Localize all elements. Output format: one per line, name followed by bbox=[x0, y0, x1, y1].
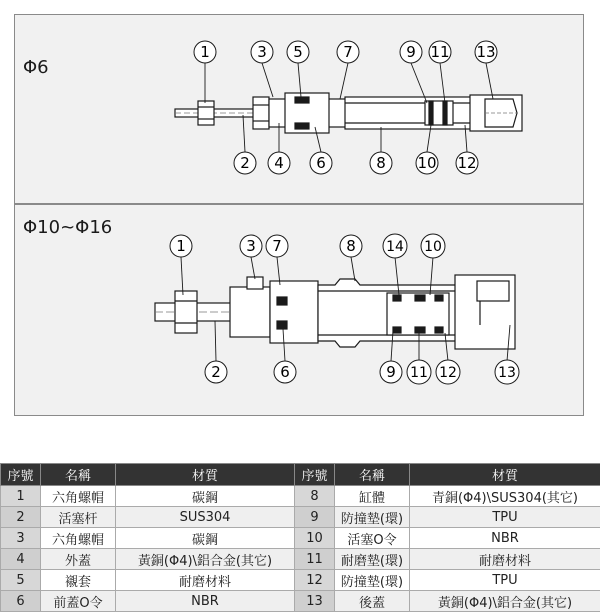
table-row bbox=[1, 570, 600, 591]
svg-text:3: 3 bbox=[246, 237, 256, 255]
svg-text:7: 7 bbox=[272, 237, 282, 255]
table-row bbox=[1, 528, 600, 549]
callout-bottom bbox=[274, 361, 296, 383]
diagram-title: Φ10~Φ16 bbox=[23, 217, 112, 238]
cell-name: 前蓋O令 bbox=[41, 591, 116, 612]
svg-text:9: 9 bbox=[386, 363, 396, 381]
mount-nut bbox=[253, 97, 269, 129]
rod-nut bbox=[175, 291, 197, 333]
callout-top bbox=[475, 41, 497, 63]
header-material: 材質 bbox=[410, 464, 600, 486]
cell-name: 防撞墊(環) bbox=[335, 507, 410, 528]
front-cover bbox=[230, 287, 270, 337]
header-material: 材質 bbox=[116, 464, 295, 486]
cell-name: 六角螺帽 bbox=[41, 528, 116, 549]
svg-text:6: 6 bbox=[316, 154, 326, 172]
callout-top bbox=[240, 235, 262, 257]
cell-material: 碳鋼 bbox=[116, 528, 295, 549]
callout-bottom bbox=[456, 152, 478, 174]
callout-bottom bbox=[310, 152, 332, 174]
callout-top bbox=[429, 41, 451, 63]
diagram-phi6 bbox=[14, 14, 584, 204]
header-name: 名稱 bbox=[41, 464, 116, 486]
rod-nut bbox=[198, 101, 214, 125]
cell-no: 11 bbox=[295, 549, 335, 570]
svg-text:9: 9 bbox=[406, 43, 416, 61]
callout-top bbox=[340, 235, 362, 257]
svg-text:10: 10 bbox=[424, 239, 442, 255]
cell-material: 耐磨材料 bbox=[116, 570, 295, 591]
callout-bottom bbox=[495, 360, 519, 384]
svg-text:1: 1 bbox=[200, 43, 210, 61]
cell-name: 耐磨墊(環) bbox=[335, 549, 410, 570]
cell-material: 黃銅(Φ4)\鋁合金(其它) bbox=[116, 549, 295, 570]
cylinder-drawing-phi6 bbox=[15, 15, 585, 205]
cell-no: 1 bbox=[1, 486, 41, 507]
callout-top bbox=[421, 234, 445, 258]
diagram-title: Φ6 bbox=[23, 57, 49, 78]
cell-material: TPU bbox=[410, 507, 600, 528]
svg-text:13: 13 bbox=[476, 43, 495, 61]
cell-name: 後蓋 bbox=[335, 591, 410, 612]
header-no: 序號 bbox=[1, 464, 41, 486]
cell-no: 9 bbox=[295, 507, 335, 528]
cell-no: 6 bbox=[1, 591, 41, 612]
svg-text:3: 3 bbox=[257, 43, 267, 61]
cell-no: 4 bbox=[1, 549, 41, 570]
cell-no: 13 bbox=[295, 591, 335, 612]
cell-no: 8 bbox=[295, 486, 335, 507]
cell-material: 青銅(Φ4)\SUS304(其它) bbox=[410, 486, 600, 507]
svg-text:8: 8 bbox=[376, 154, 386, 172]
svg-text:11: 11 bbox=[410, 365, 428, 381]
cell-material: SUS304 bbox=[116, 507, 295, 528]
cell-material: NBR bbox=[116, 591, 295, 612]
cell-no: 5 bbox=[1, 570, 41, 591]
cell-name: 缸體 bbox=[335, 486, 410, 507]
callout-top bbox=[194, 41, 216, 63]
callout-top bbox=[170, 235, 192, 257]
cell-name: 活塞杆 bbox=[41, 507, 116, 528]
svg-text:11: 11 bbox=[430, 43, 449, 61]
svg-text:7: 7 bbox=[343, 43, 353, 61]
cell-material: 碳鋼 bbox=[116, 486, 295, 507]
callout-top bbox=[251, 41, 273, 63]
svg-text:12: 12 bbox=[457, 154, 476, 172]
parts-table bbox=[0, 463, 600, 612]
table-row bbox=[1, 549, 600, 570]
callout-bottom bbox=[436, 360, 460, 384]
cell-material: 耐磨材料 bbox=[410, 549, 600, 570]
cylinder-drawing-phi10-16 bbox=[15, 205, 585, 417]
svg-text:6: 6 bbox=[280, 363, 290, 381]
cell-material: 黃銅(Φ4)\鋁合金(其它) bbox=[410, 591, 600, 612]
svg-text:10: 10 bbox=[417, 154, 436, 172]
callout-bottom bbox=[407, 360, 431, 384]
cell-name: 外蓋 bbox=[41, 549, 116, 570]
svg-text:5: 5 bbox=[293, 43, 303, 61]
svg-text:2: 2 bbox=[211, 363, 221, 381]
cell-no: 3 bbox=[1, 528, 41, 549]
callout-top bbox=[400, 41, 422, 63]
svg-text:13: 13 bbox=[498, 365, 516, 381]
svg-text:14: 14 bbox=[386, 239, 404, 255]
cell-no: 2 bbox=[1, 507, 41, 528]
header-no: 序號 bbox=[295, 464, 335, 486]
cell-name: 活塞O令 bbox=[335, 528, 410, 549]
callout-bottom bbox=[416, 152, 438, 174]
svg-text:1: 1 bbox=[176, 237, 186, 255]
callout-bottom bbox=[205, 361, 227, 383]
table-header-row bbox=[1, 464, 600, 486]
cell-no: 12 bbox=[295, 570, 335, 591]
table-row bbox=[1, 591, 600, 612]
header-name: 名稱 bbox=[335, 464, 410, 486]
callout-top bbox=[383, 234, 407, 258]
cell-material: NBR bbox=[410, 528, 600, 549]
cell-material: TPU bbox=[410, 570, 600, 591]
callout-top bbox=[337, 41, 359, 63]
callout-top bbox=[287, 41, 309, 63]
svg-text:8: 8 bbox=[346, 237, 356, 255]
cell-name: 襯套 bbox=[41, 570, 116, 591]
svg-text:2: 2 bbox=[240, 154, 250, 172]
cell-name: 防撞墊(環) bbox=[335, 570, 410, 591]
callout-bottom bbox=[268, 152, 290, 174]
callout-bottom bbox=[370, 152, 392, 174]
diagram-phi10-16 bbox=[14, 204, 584, 416]
callout-bottom bbox=[234, 152, 256, 174]
callout-top bbox=[266, 235, 288, 257]
callout-bottom bbox=[380, 361, 402, 383]
svg-text:4: 4 bbox=[274, 154, 284, 172]
svg-text:12: 12 bbox=[439, 365, 457, 381]
cell-name: 六角螺帽 bbox=[41, 486, 116, 507]
cell-no: 10 bbox=[295, 528, 335, 549]
table-row bbox=[1, 486, 600, 507]
table-row bbox=[1, 507, 600, 528]
